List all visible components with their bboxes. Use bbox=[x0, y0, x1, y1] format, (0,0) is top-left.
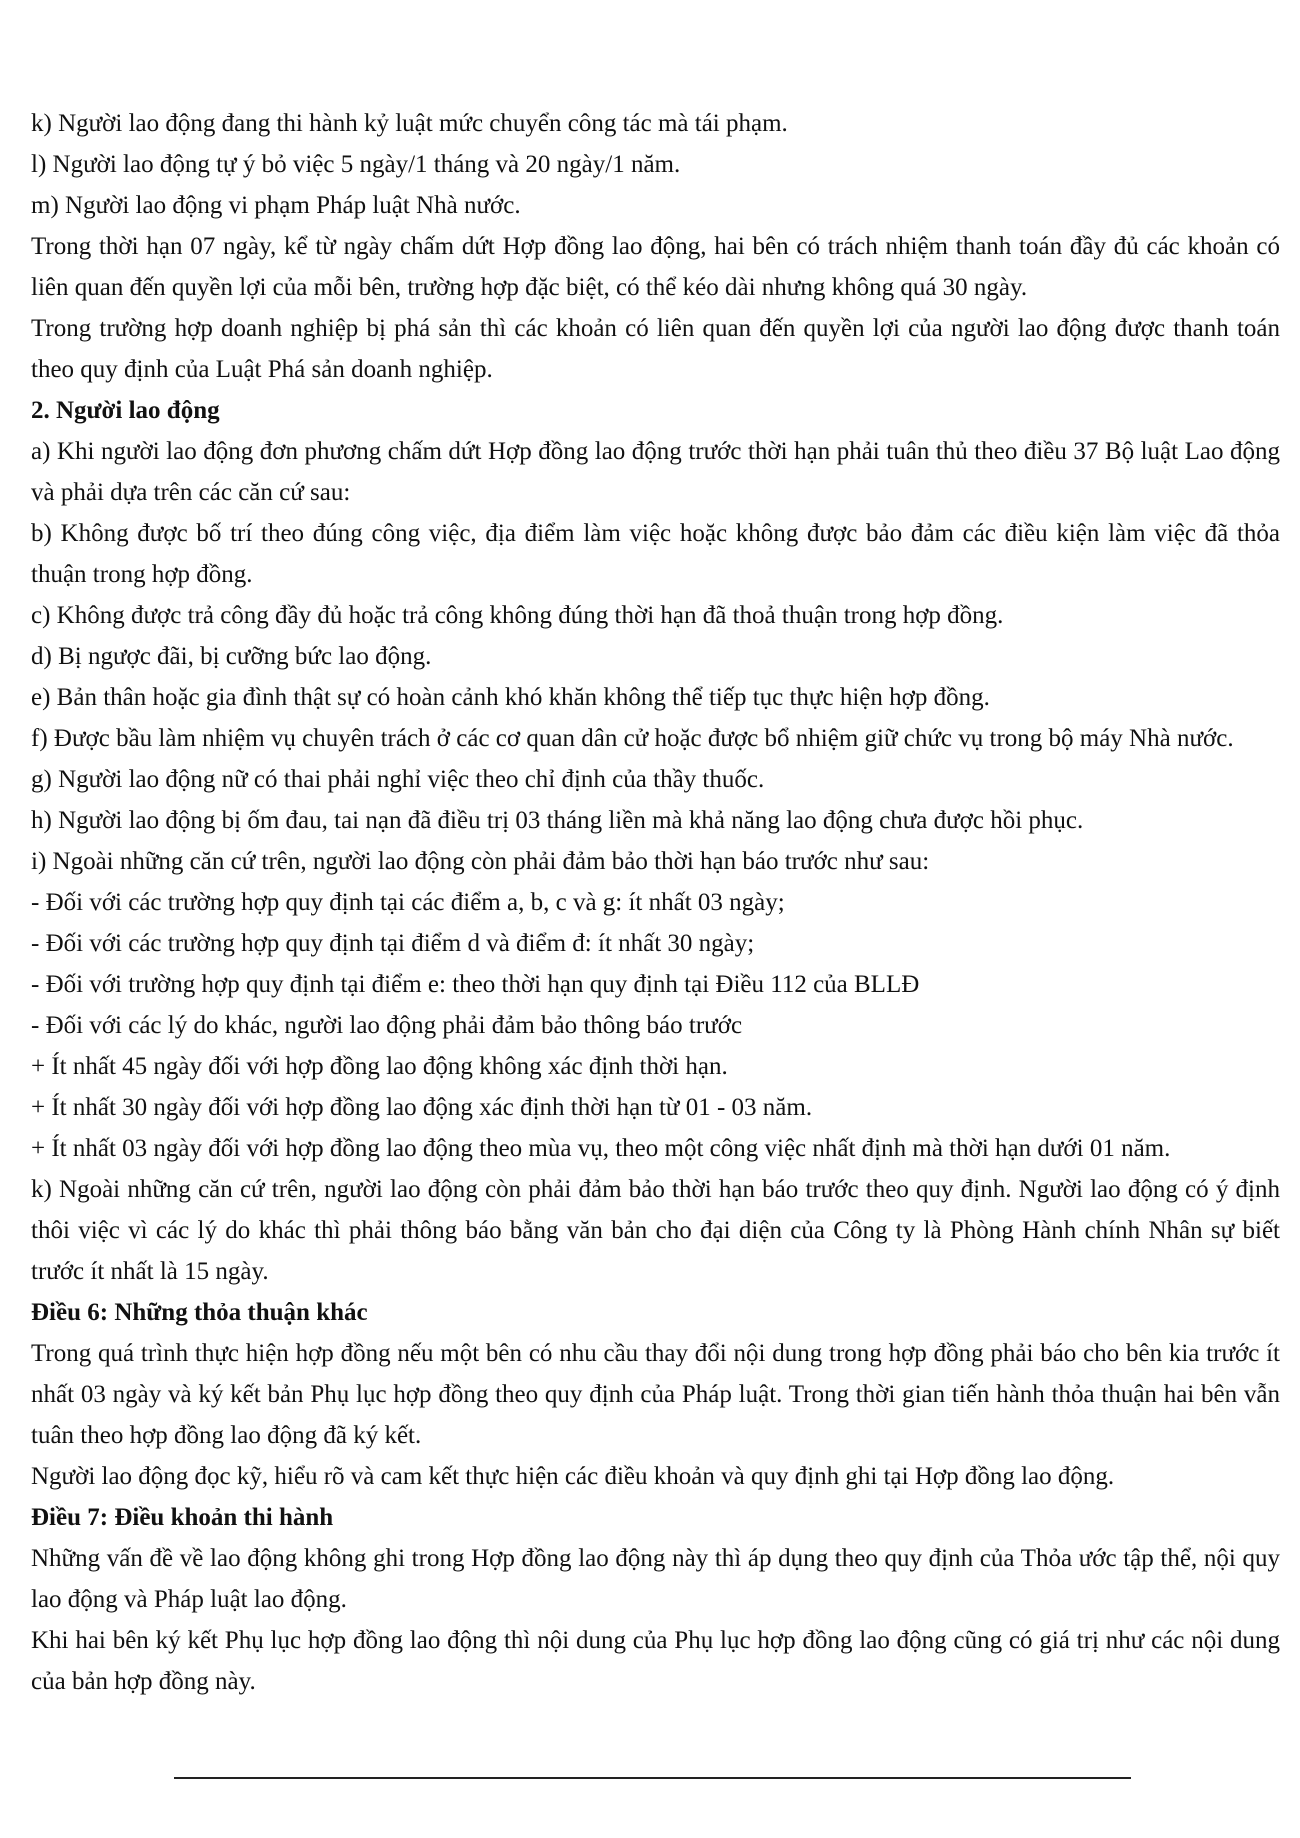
employee-clause-i: i) Ngoài những căn cứ trên, người lao động còn phải đảm bảo thời hạn báo trước như sau: bbox=[31, 848, 930, 875]
employee-clause-d: d) Bị ngược đãi, bị cưỡng bức lao động. bbox=[31, 643, 432, 670]
employee-clause-e: e) Bản thân hoặc gia đình thật sự có hoàn cảnh khó khăn không thể tiếp tục thực hiện hợp đồng. bbox=[31, 684, 990, 711]
section-2-heading: 2. Người lao động bbox=[31, 397, 220, 424]
clause-m-law-violation: m) Người lao động vi phạm Pháp luật Nhà nước. bbox=[31, 192, 521, 219]
employee-clause-k: k) Ngoài những căn cứ trên, người lao động còn phải đảm bảo thời hạn báo trước theo quy định. Người lao động có ý định thôi việc vì các lý do khác thì phải thông báo bằng văn bản cho đại diện của Công ty là Phòng Hành chính Nhân sự biết trước ít nhất là 15 ngày. bbox=[31, 1176, 1280, 1285]
employee-clause-a: a) Khi người lao động đơn phương chấm dứt Hợp đồng lao động trước thời hạn phải tuân thủ theo điều 37 Bộ luật Lao động và phải dựa trên các căn cứ sau: bbox=[31, 438, 1280, 506]
article-6-paragraph: Trong quá trình thực hiện hợp đồng nếu một bên có nhu cầu thay đổi nội dung trong hợp đồng phải báo cho bên kia trước ít nhất 03 ngày và ký kết bản Phụ lục hợp đồng theo quy định của Pháp luật. Trong thời gian tiến hành thỏa thuận hai bên vẫn tuân theo hợp đồng lao động đã ký kết. bbox=[31, 1340, 1280, 1449]
footer-divider bbox=[174, 1777, 1131, 1779]
employee-clause-b: b) Không được bố trí theo đúng công việc, địa điểm làm việc hoặc không được bảo đảm các điều kiện làm việc đã thỏa thuận trong hợp đồng. bbox=[31, 520, 1280, 588]
clause-l-absence: l) Người lao động tự ý bỏ việc 5 ngày/1 tháng và 20 ngày/1 năm. bbox=[31, 151, 681, 178]
notice-sub-45-days: + Ít nhất 45 ngày đối với hợp đồng lao động không xác định thời hạn. bbox=[31, 1053, 728, 1080]
notice-item-e: - Đối với trường hợp quy định tại điểm e: theo thời hạn quy định tại Điều 112 của BLLĐ bbox=[31, 971, 920, 998]
document-body bbox=[31, 103, 1280, 1702]
article-7-paragraph: Những vấn đề về lao động không ghi trong Hợp đồng lao động này thì áp dụng theo quy định của Thỏa ước tập thể, nội quy lao động và Pháp luật lao động. bbox=[31, 1545, 1280, 1613]
bankruptcy-paragraph: Trong trường hợp doanh nghiệp bị phá sản thì các khoản có liên quan đến quyền lợi của người lao động được thanh toán theo quy định của Luật Phá sản doanh nghiệp. bbox=[31, 315, 1280, 383]
employee-clause-f: f) Được bầu làm nhiệm vụ chuyên trách ở các cơ quan dân cử hoặc được bổ nhiệm giữ chức vụ trong bộ máy Nhà nước. bbox=[31, 725, 1234, 752]
article-6-heading: Điều 6: Những thỏa thuận khác bbox=[31, 1299, 368, 1326]
employee-clause-c: c) Không được trả công đầy đủ hoặc trả công không đúng thời hạn đã thoả thuận trong hợp đồng. bbox=[31, 602, 1004, 629]
notice-sub-30-days: + Ít nhất 30 ngày đối với hợp đồng lao động xác định thời hạn từ 01 - 03 năm. bbox=[31, 1094, 813, 1121]
notice-item-other: - Đối với các lý do khác, người lao động phải đảm bảo thông báo trước bbox=[31, 1012, 743, 1039]
notice-sub-03-days: + Ít nhất 03 ngày đối với hợp đồng lao động theo mùa vụ, theo một công việc nhất định mà thời hạn dưới 01 năm. bbox=[31, 1135, 1171, 1162]
employee-clause-h: h) Người lao động bị ốm đau, tai nạn đã điều trị 03 tháng liền mà khả năng lao động chưa được hồi phục. bbox=[31, 807, 1084, 834]
clause-k-disciplinary: k) Người lao động đang thi hành kỷ luật mức chuyển công tác mà tái phạm. bbox=[31, 110, 788, 137]
article-7-paragraph: Khi hai bên ký kết Phụ lục hợp đồng lao động thì nội dung của Phụ lục hợp đồng lao động cũng có giá trị như các nội dung của bản hợp đồng này. bbox=[31, 1627, 1280, 1695]
notice-item-d: - Đối với các trường hợp quy định tại điểm d và điểm đ: ít nhất 30 ngày; bbox=[31, 930, 755, 957]
settlement-paragraph: Trong thời hạn 07 ngày, kể từ ngày chấm dứt Hợp đồng lao động, hai bên có trách nhiệm thanh toán đầy đủ các khoản có liên quan đến quyền lợi của mỗi bên, trường hợp đặc biệt, có thể kéo dài nhưng không quá 30 ngày. bbox=[31, 233, 1280, 301]
article-7-heading: Điều 7: Điều khoản thi hành bbox=[31, 1504, 334, 1531]
employee-clause-g: g) Người lao động nữ có thai phải nghỉ việc theo chỉ định của thầy thuốc. bbox=[31, 766, 765, 793]
notice-item-abcg: - Đối với các trường hợp quy định tại các điểm a, b, c và g: ít nhất 03 ngày; bbox=[31, 889, 785, 916]
article-6-paragraph: Người lao động đọc kỹ, hiểu rõ và cam kết thực hiện các điều khoản và quy định ghi tại Hợp đồng lao động. bbox=[31, 1463, 1115, 1490]
